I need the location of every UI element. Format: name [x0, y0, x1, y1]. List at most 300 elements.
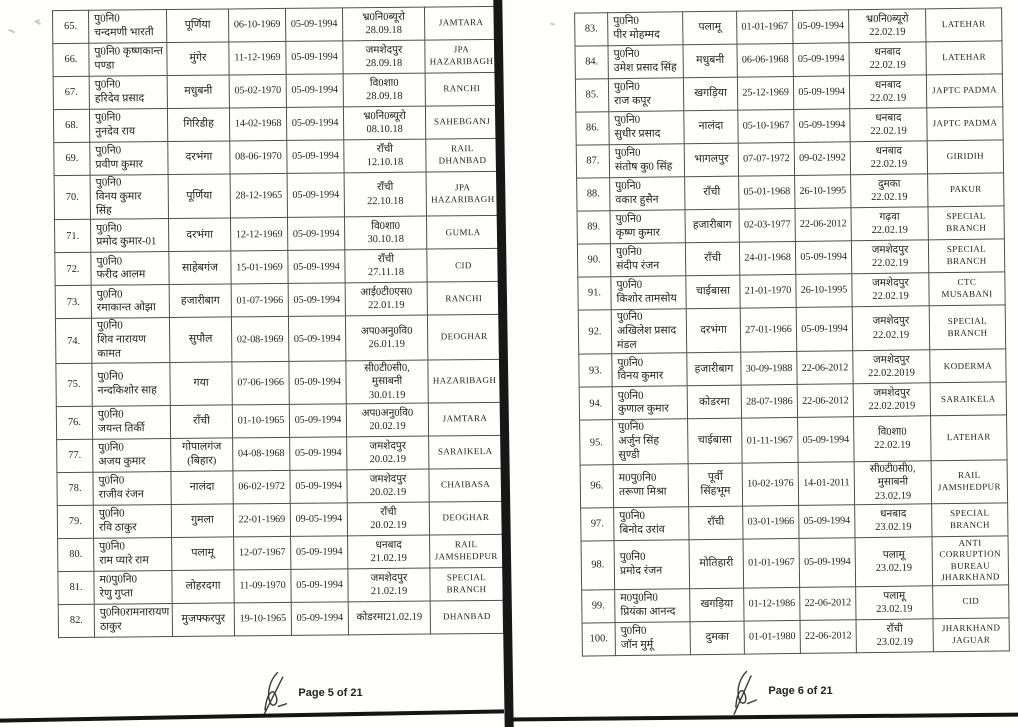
appointment-date-cell: 22-06-2012 — [797, 384, 853, 418]
table-row — [56, 359, 501, 406]
posting-cell: जमशेदपुर 22.02.19 — [852, 273, 929, 307]
table-row — [576, 107, 1003, 145]
name-cell: पु0नि0 अखिलेश प्रसाद मंडल — [611, 309, 687, 354]
table-row — [54, 171, 499, 220]
home-district-cell: गिरिडीह — [167, 108, 229, 142]
dob-cell: 11-09-1970 — [234, 569, 291, 603]
dob-cell: 06-02-1972 — [233, 470, 290, 504]
name-cell: पु0नि0 पीर मोहम्मद — [608, 12, 683, 46]
dob-cell: 02-08-1969 — [231, 317, 288, 362]
home-district-cell: राँची — [685, 176, 739, 210]
scan-edge-line — [510, 713, 1018, 722]
posting-cell: जमशेदपुर 28.09.18 — [343, 40, 425, 74]
dob-cell: 27-01-1966 — [740, 307, 797, 352]
serial-cell: 73. — [55, 286, 91, 319]
serial-cell: 95. — [580, 420, 614, 465]
posting-cell: राँची 23.02.19 — [856, 619, 933, 653]
officer-table-wrap-page-5 — [52, 6, 503, 638]
page-6-sheet — [512, 0, 1018, 727]
posting-cell: धनबाद 22.02.19 — [849, 75, 926, 109]
table-row — [53, 72, 498, 109]
allotment-cell: LATEHAR — [926, 8, 1002, 42]
dob-cell: 07-06-1966 — [232, 361, 289, 404]
allotment-cell: HAZARIBAGH — [428, 359, 501, 403]
appointment-date-cell: 05-09-1994 — [793, 43, 849, 77]
home-district-cell: राँची — [170, 405, 232, 439]
serial-cell: 65. — [53, 10, 89, 43]
appointment-date-cell: 05-09-1994 — [793, 10, 849, 44]
name-cell: पु0नि0 चन्दमणी भारती — [89, 10, 167, 44]
table-row — [53, 39, 498, 76]
posting-cell: राँची 27.11.18 — [345, 250, 427, 284]
name-cell: पु0नि0रामनारायण ठाकुर — [94, 603, 172, 637]
appointment-date-cell: 22-06-2012 — [800, 620, 856, 654]
allotment-cell: ANTI CORRUPTION BUREAU JHARKHAND — [932, 536, 1009, 586]
name-cell: पु0नि0 संतोष कु0 सिंह — [609, 144, 684, 178]
dob-cell: 05-02-1970 — [229, 74, 286, 108]
table-row — [580, 415, 1008, 465]
allotment-cell: JAMTARA — [424, 6, 497, 40]
table-row — [57, 501, 502, 538]
scan-smudge — [36, 21, 41, 25]
posting-cell: धनबाद 22.02.19 — [850, 141, 927, 175]
allotment-cell: KODERMA — [930, 349, 1006, 383]
posting-cell: धनबाद 21.02.19 — [348, 535, 430, 569]
allotment-cell: JPA HAZARIBAGH — [426, 171, 499, 216]
serial-cell: 88. — [577, 178, 610, 211]
allotment-cell: SPECIAL BRANCH — [928, 239, 1004, 273]
serial-cell: 72. — [55, 253, 91, 286]
dob-cell: 12-07-1967 — [234, 536, 291, 570]
appointment-date-cell: 05-09-1994 — [287, 140, 344, 174]
serial-cell: 71. — [55, 220, 91, 253]
name-cell: पु0नि0 वकार हुसैन — [610, 177, 685, 211]
posting-cell: धनबाद 23.02.19 — [855, 504, 932, 538]
allotment-cell: LATEHAR — [926, 41, 1002, 75]
name-cell: पु0नि0 सुधीर प्रसाद — [609, 111, 684, 145]
home-district-cell: मधुबनी — [683, 44, 737, 78]
appointment-date-cell: 14-01-2011 — [798, 462, 855, 506]
serial-cell: 96. — [580, 465, 614, 508]
name-cell: पु0नि0 प्रवीण कुमार — [90, 142, 168, 176]
posting-cell: आई0टी0एस0 22.01.19 — [345, 282, 427, 316]
appointment-date-cell: 22-06-2012 — [797, 351, 853, 385]
posting-cell: राँची 22.10.18 — [344, 172, 426, 217]
appointment-date-cell: 05-09-1994 — [290, 437, 347, 471]
dob-cell: 03-01-1966 — [743, 505, 799, 539]
appointment-date-cell: 22-06-2012 — [800, 587, 856, 621]
table-row — [580, 460, 1007, 508]
table-row — [53, 6, 498, 43]
table-row — [55, 315, 500, 364]
name-cell: पु0नि0 अर्जुन सिंह सुण्डी — [613, 419, 689, 464]
name-cell: पु0नि0 कुणाल कुमार — [612, 386, 687, 420]
page-footer — [160, 656, 460, 712]
serial-cell: 68. — [53, 109, 89, 142]
table-row — [575, 41, 1002, 79]
posting-cell: भ्र0नि0ब्यूरो 22.02.19 — [849, 9, 926, 43]
name-cell: पु0नि0 जयन्त तिर्की — [92, 405, 170, 439]
table-row — [57, 435, 502, 472]
dob-cell: 22-01-1969 — [233, 503, 290, 537]
allotment-cell: RANCHI — [427, 282, 500, 316]
serial-cell: 78. — [57, 472, 93, 505]
posting-cell: जमशेदपुर 20.02.19 — [347, 469, 429, 503]
home-district-cell: कोडरमा — [687, 386, 741, 420]
allotment-cell: JAPTC PADMA — [926, 74, 1002, 108]
home-district-cell: हजारीबाग — [687, 353, 741, 387]
table-row — [57, 468, 502, 505]
name-cell: पु0नि0 फरीद आलम — [91, 252, 169, 286]
table-row — [581, 503, 1008, 541]
posting-cell: कोडरमा21.02.19 — [348, 601, 430, 635]
home-district-cell: दरभंगा — [169, 218, 231, 252]
posting-cell: जमशेदपुर 22.02.19 — [851, 240, 928, 274]
allotment-cell: DEOGHAR — [427, 315, 500, 360]
serial-cell: 83. — [575, 13, 608, 46]
serial-cell: 97. — [581, 507, 614, 540]
signature-icon — [257, 668, 289, 720]
allotment-cell: JAMTARA — [428, 402, 501, 436]
name-cell: पु0नि0 उमेश प्रसाद सिंह — [608, 45, 683, 79]
serial-cell: 76. — [56, 406, 92, 439]
posting-cell: गढ़वा 22.02.19 — [851, 207, 928, 241]
posting-cell: धनबाद 22.02.19 — [849, 42, 926, 76]
appointment-date-cell: 05-09-1994 — [799, 505, 855, 539]
appointment-date-cell: 05-09-1994 — [291, 569, 348, 603]
appointment-date-cell: 26-10-1995 — [795, 175, 851, 209]
serial-cell: 86. — [576, 112, 609, 145]
home-district-cell: चाईबासा — [686, 275, 740, 309]
dob-cell: 01-12-1986 — [744, 587, 800, 621]
home-district-cell: गोपालगंज (बिहार) — [171, 438, 233, 472]
dob-cell: 21-01-1970 — [740, 274, 796, 308]
home-district-cell: मोतिहारी — [689, 539, 744, 589]
home-district-cell: पूर्णिया — [166, 9, 228, 43]
allotment-cell: SPECIAL BRANCH — [928, 206, 1004, 240]
dob-cell: 24-01-1968 — [739, 241, 795, 275]
table-row — [58, 600, 503, 637]
table-row — [58, 567, 503, 604]
table-row — [54, 138, 499, 175]
posting-cell: वि0शा0 30.10.18 — [344, 217, 426, 251]
dob-cell: 15-01-1969 — [231, 251, 288, 285]
dob-cell: 01-01-1980 — [744, 620, 800, 654]
name-cell: पु0नि0 राम प्यारे राम — [94, 537, 172, 571]
posting-cell: वि0शा0 28.09.18 — [343, 73, 425, 107]
dob-cell: 19-10-1965 — [234, 602, 291, 636]
posting-cell: पलामू 23.02.19 — [855, 537, 933, 587]
home-district-cell: लोहरदगा — [172, 570, 234, 604]
appointment-date-cell: 05-09-1994 — [286, 74, 343, 108]
home-district-cell: मुजफ्फरपुर — [172, 603, 234, 637]
allotment-cell: SAHEBGANJ — [425, 105, 498, 139]
posting-cell: भ्र0नि0ब्यूरो 28.09.18 — [342, 7, 424, 41]
home-district-cell: पूर्वी सिंहभूम — [688, 463, 743, 507]
posting-cell: जमशेदपुर 22.02.2019 — [853, 350, 930, 384]
name-cell: पु0नि0 शिव नारायण कामत — [91, 318, 169, 363]
allotment-cell: SPECIAL BRANCH — [430, 567, 503, 601]
appointment-date-cell: 05-09-1994 — [286, 107, 343, 141]
name-cell: पु0नि0 नन्दकिशोर साह — [92, 362, 170, 406]
serial-cell: 69. — [54, 142, 90, 175]
appointment-date-cell: 09-05-1994 — [290, 503, 347, 537]
posting-cell: राँची 20.02.19 — [347, 502, 429, 536]
serial-cell: 91. — [578, 277, 611, 310]
appointment-date-cell: 26-10-1995 — [796, 274, 852, 308]
name-cell: म0पु0नि0 प्रियंका आनन्द — [615, 589, 690, 623]
serial-cell: 98. — [581, 540, 615, 589]
appointment-date-cell: 05-09-1994 — [289, 361, 346, 404]
table-row — [576, 140, 1003, 178]
page-number: Page 6 of 21 — [768, 685, 833, 697]
home-district-cell: पलामू — [172, 537, 234, 571]
table-row — [579, 382, 1006, 420]
dob-cell: 01-01-1967 — [737, 10, 793, 44]
posting-cell: भ्र0नि0ब्यूरो 08.10.18 — [343, 106, 425, 140]
table-row — [579, 349, 1006, 387]
posting-cell: अप0अनु0वि0 20.02.19 — [346, 403, 428, 437]
dob-cell: 06-06-1968 — [737, 43, 793, 77]
allotment-cell: SARAIKELA — [930, 382, 1006, 416]
serial-cell: 77. — [57, 439, 93, 472]
serial-cell: 87. — [576, 145, 609, 178]
allotment-cell: CHAIBASA — [429, 468, 502, 502]
name-cell: पु0नि0 किशोर तामसोय — [611, 276, 686, 310]
dob-cell: 01-11-1967 — [742, 418, 799, 463]
appointment-date-cell: 05-09-1994 — [285, 8, 342, 42]
home-district-cell: दुमका — [690, 621, 744, 655]
serial-cell: 92. — [578, 310, 612, 355]
dob-cell: 11-12-1969 — [229, 41, 286, 75]
table-row — [56, 402, 501, 439]
dob-cell: 04-08-1968 — [233, 437, 290, 471]
home-district-cell: हजारीबाग — [685, 209, 739, 243]
appointment-date-cell: 22-06-2012 — [795, 208, 851, 242]
home-district-cell: सुपौल — [169, 317, 231, 362]
table-row — [577, 206, 1004, 244]
appointment-date-cell: 05-09-1994 — [290, 470, 347, 504]
allotment-cell: GIRIDIH — [927, 140, 1003, 174]
allotment-cell: SPECIAL BRANCH — [932, 503, 1008, 537]
name-cell: पु0नि0 रवि ठाकुर — [93, 504, 171, 538]
appointment-date-cell: 05-09-1994 — [288, 283, 345, 317]
name-cell: पु0नि0 राज कपूर — [608, 78, 683, 112]
appointment-date-cell: 05-09-1994 — [799, 538, 856, 588]
allotment-cell: SPECIAL BRANCH — [929, 305, 1006, 350]
page-5-sheet — [0, 0, 500, 727]
appointment-date-cell: 09-02-1992 — [794, 142, 850, 176]
serial-cell: 89. — [577, 211, 610, 244]
allotment-cell: RAIL JAMSHEDPUR — [430, 534, 503, 568]
appointment-date-cell: 05-09-1994 — [793, 76, 849, 110]
allotment-cell: RAIL JAMSHEDPUR — [931, 460, 1008, 504]
posting-cell: सी0टी0सी0, मुसाबनी 30.01.19 — [346, 360, 428, 404]
serial-cell: 75. — [56, 363, 92, 406]
table-row — [577, 239, 1004, 277]
dob-cell: 25-12-1969 — [737, 76, 793, 110]
dob-cell: 05-10-1967 — [738, 109, 794, 143]
name-cell: पु0नि0 प्रमोद कुमार-01 — [91, 219, 169, 253]
dob-cell: 30-09-1988 — [741, 352, 797, 386]
name-cell: पु0नि0 कृष्ण कुमार — [610, 210, 685, 244]
table-row — [582, 585, 1009, 623]
serial-cell: 74. — [55, 319, 91, 364]
allotment-cell: RANCHI — [425, 72, 498, 106]
appointment-date-cell: 05-09-1994 — [291, 602, 348, 636]
officer-table-wrap-page-6 — [574, 7, 1009, 656]
home-district-cell: पलामू — [683, 11, 737, 45]
table-row — [55, 216, 500, 253]
serial-cell: 70. — [54, 175, 90, 220]
home-district-cell: साहेबगंज — [169, 251, 231, 285]
allotment-cell: GUMLA — [426, 216, 499, 250]
name-cell: पु0नि0 रमाकान्त ओझा — [91, 285, 169, 319]
allotment-cell: CID — [933, 585, 1009, 619]
dob-cell: 01-10-1965 — [232, 404, 289, 438]
appointment-date-cell: 05-09-1994 — [289, 404, 346, 438]
home-district-cell: मुंगेर — [167, 42, 229, 76]
home-district-cell: नालंदा — [684, 110, 738, 144]
table-row — [55, 249, 500, 286]
table-row — [575, 8, 1002, 46]
dob-cell: 06-10-1969 — [228, 8, 285, 42]
home-district-cell: खगड़िया — [690, 588, 744, 622]
appointment-date-cell: 05-09-1994 — [288, 316, 345, 361]
table-row — [577, 173, 1004, 211]
serial-cell: 80. — [58, 538, 94, 571]
posting-cell: अप0अनु0वि0 26.01.19 — [345, 315, 427, 360]
name-cell: पु0नि0 कृष्णकान्त पण्डा — [89, 43, 167, 77]
name-cell: पु0नि0 हरिदेव प्रसाद — [89, 76, 167, 110]
posting-cell: धनबाद 22.02.19 — [850, 108, 927, 142]
name-cell: पु0नि0 विनय कुमार सिंह — [90, 175, 168, 220]
table-row — [578, 272, 1005, 310]
name-cell: पु0नि0 विनय कुमार — [612, 353, 687, 387]
page-number: Page 5 of 21 — [298, 687, 363, 699]
name-cell: पु0नि0 प्रमोद रंजन — [614, 540, 690, 590]
serial-cell: 99. — [582, 590, 615, 623]
dob-cell: 07-07-1972 — [738, 142, 794, 176]
dob-cell: 01-01-1967 — [743, 538, 800, 588]
allotment-cell: JPA HAZARIBAGH — [425, 39, 498, 73]
dob-cell: 14-02-1968 — [229, 107, 286, 141]
name-cell: म0पु0नि0 तरूणा मिश्रा — [613, 464, 689, 508]
dob-cell: 12-12-1969 — [231, 218, 288, 252]
table-row — [581, 536, 1009, 590]
name-cell: पु0नि0 राजीव रंजन — [93, 471, 171, 505]
name-cell: म0पु0नि0 रेणु गुप्ता — [94, 570, 172, 604]
allotment-cell: DHANBAD — [430, 600, 503, 634]
posting-cell: राँची 12.10.18 — [344, 139, 426, 173]
home-district-cell: हजारीबाग — [169, 284, 231, 318]
dob-cell: 08-06-1970 — [230, 140, 287, 174]
dob-cell: 10-02-1976 — [742, 462, 799, 506]
home-district-cell: गुमला — [171, 504, 233, 538]
appointment-date-cell: 05-09-1994 — [288, 250, 345, 284]
home-district-cell: राँची — [689, 506, 743, 540]
name-cell: पु0नि0 बिनोद उरांव — [614, 507, 689, 541]
officer-table-page-5 — [52, 6, 504, 638]
allotment-cell: JAPTC PADMA — [927, 107, 1003, 141]
serial-cell: 85. — [575, 79, 608, 112]
posting-cell: जमशेदपुर 21.02.19 — [348, 568, 430, 602]
appointment-date-cell: 05-09-1994 — [286, 41, 343, 75]
home-district-cell: गया — [170, 362, 232, 406]
posting-cell: जमशेदपुर 22.02.2019 — [853, 383, 930, 417]
home-district-cell: दरभंगा — [686, 308, 741, 353]
allotment-cell: SARAIKELA — [429, 435, 502, 469]
officer-table-page-6 — [574, 7, 1010, 656]
home-district-cell: भागलपुर — [684, 143, 738, 177]
allotment-cell: JHARKHAND JAGUAR — [933, 618, 1009, 652]
serial-cell: 90. — [577, 244, 610, 277]
name-cell: पु0नि0 जॉन मुर्मू — [615, 622, 690, 656]
appointment-date-cell: 05-09-1994 — [288, 217, 345, 251]
dob-cell: 28-07-1986 — [741, 385, 797, 419]
home-district-cell: पूर्णिया — [168, 174, 230, 219]
name-cell: पु0नि0 नुनदेव राय — [89, 109, 167, 143]
home-district-cell: खगड़िया — [683, 77, 737, 111]
table-row — [55, 282, 500, 319]
serial-cell: 84. — [575, 46, 608, 79]
signature-icon — [727, 666, 759, 718]
dob-cell: 05-01-1968 — [739, 175, 795, 209]
serial-cell: 81. — [58, 571, 94, 604]
allotment-cell: LATEHAR — [931, 415, 1008, 460]
scan-smudge — [8, 29, 15, 34]
serial-cell: 66. — [53, 43, 89, 76]
allotment-cell: DEOGHAR — [429, 501, 502, 535]
posting-cell: जमशेदपुर 20.02.19 — [347, 436, 429, 470]
serial-cell: 67. — [53, 76, 89, 109]
allotment-cell: PAKUR — [928, 173, 1004, 207]
serial-cell: 93. — [579, 354, 612, 387]
home-district-cell: चाईबासा — [688, 419, 743, 464]
dob-cell: 28-12-1965 — [230, 173, 287, 218]
posting-cell: दुमका 22.02.19 — [851, 174, 928, 208]
appointment-date-cell: 05-09-1994 — [798, 417, 855, 462]
appointment-date-cell: 05-09-1994 — [794, 109, 850, 143]
home-district-cell: नालंदा — [171, 471, 233, 505]
serial-cell: 100. — [582, 623, 615, 656]
serial-cell: 79. — [57, 505, 93, 538]
serial-cell: 94. — [579, 387, 612, 420]
appointment-date-cell: 05-09-1994 — [796, 307, 853, 352]
serial-cell: 82. — [58, 604, 94, 637]
home-district-cell: मधुबनी — [167, 75, 229, 109]
appointment-date-cell: 05-09-1994 — [291, 536, 348, 570]
table-row — [53, 105, 498, 142]
table-row — [582, 618, 1009, 656]
dob-cell: 01-07-1966 — [231, 284, 288, 318]
table-row — [58, 534, 503, 571]
allotment-cell: CTC MUSABANI — [929, 272, 1005, 306]
posting-cell: पलामू 23.02.19 — [856, 586, 933, 620]
home-district-cell: राँची — [685, 242, 739, 276]
posting-cell: वि0शा0 22.02.19 — [854, 416, 932, 461]
posting-cell: सी0टी0सी0, मुसाबनी 23.02.19 — [854, 461, 932, 505]
name-cell: पु0नि0 संदीप रंजन — [610, 243, 685, 277]
allotment-cell: RAIL DHANBAD — [426, 138, 499, 172]
table-row — [575, 74, 1002, 112]
appointment-date-cell: 05-09-1994 — [287, 173, 344, 218]
dob-cell: 02-03-1977 — [739, 208, 795, 242]
table-row — [578, 305, 1006, 355]
allotment-cell: CID — [427, 249, 500, 283]
page-footer — [630, 654, 930, 710]
scan-smudge — [550, 22, 555, 25]
